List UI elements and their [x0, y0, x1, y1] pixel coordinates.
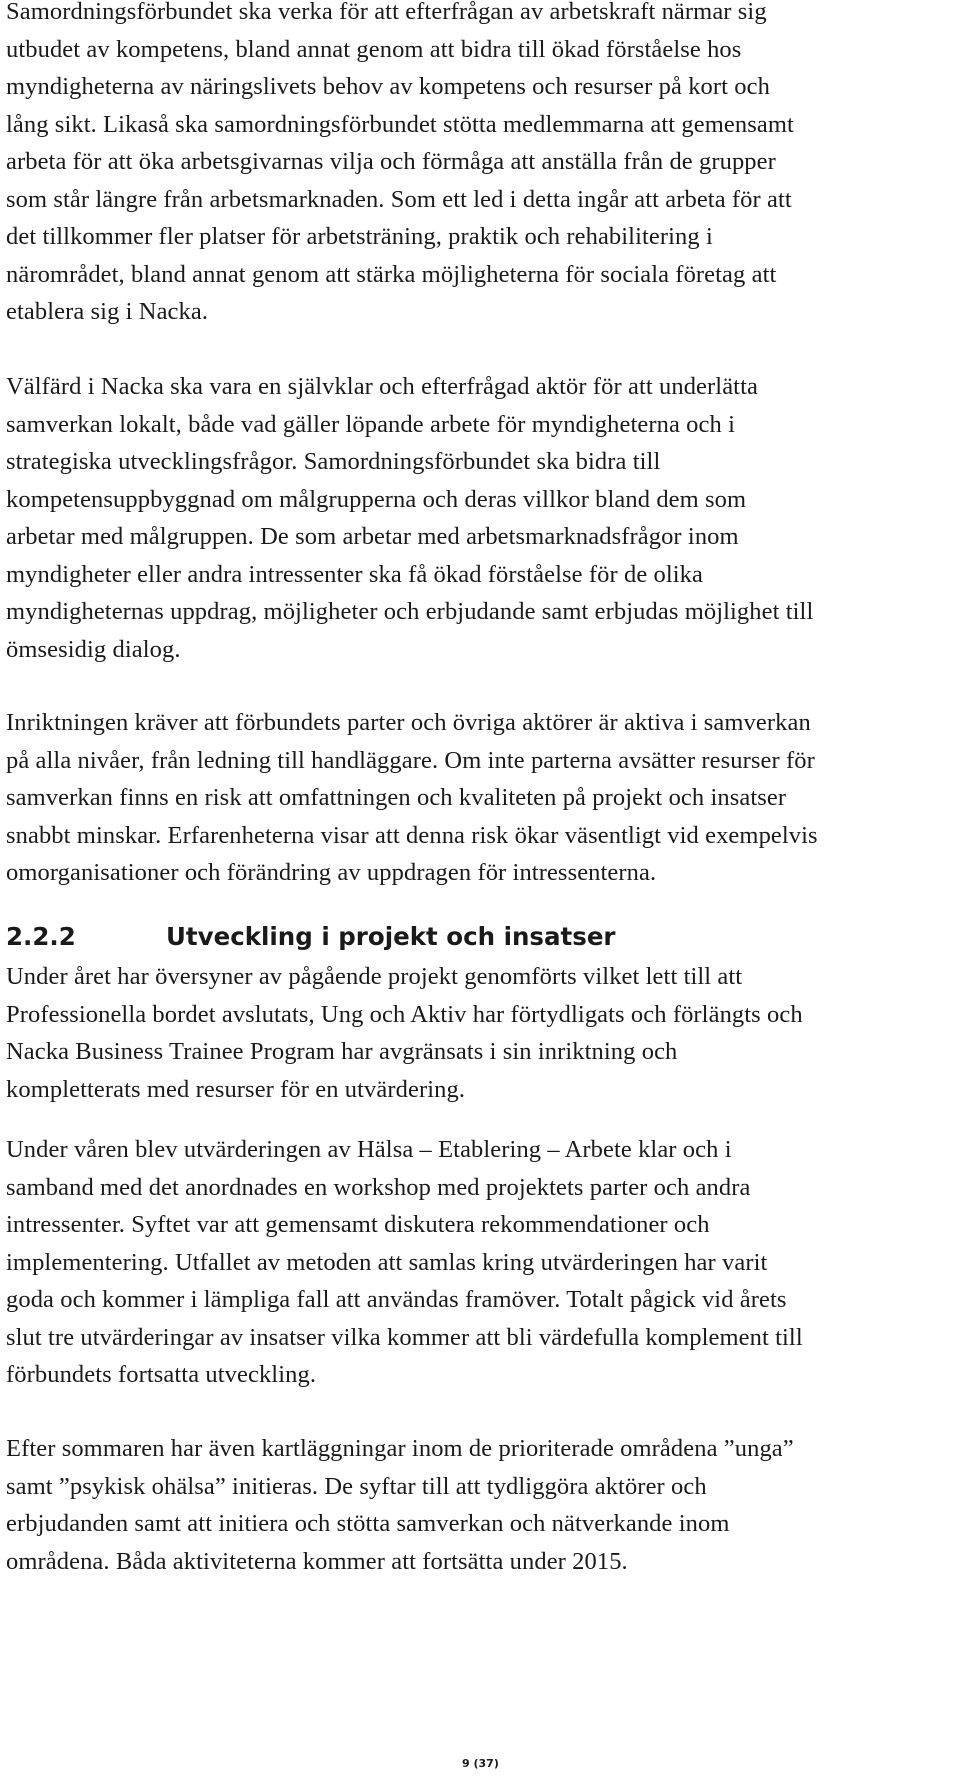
text-line: myndigheter eller andra intressenter ska få ökad förståelse för de olika	[6, 560, 704, 588]
text-line: kompetensuppbyggnad om målgrupperna och deras villkor bland dem som	[6, 485, 747, 513]
text-line: Nacka Business Trainee Program har avgränsats i sin inriktning och	[6, 1038, 678, 1065]
text-line: implementering. Utfallet av metoden att samlas kring utvärderingen har varit	[6, 1248, 768, 1276]
text-line: Professionella bordet avslutats, Ung och Aktiv har förtydligats och förlängts och	[6, 1000, 803, 1028]
text-line: kompletterats med resurser för en utvärdering.	[6, 1075, 466, 1103]
text-line: närområdet, bland annat genom att stärka möjligheterna för sociala företag att	[6, 260, 777, 288]
paragraph-project-review	[6, 958, 803, 1108]
section-number: 2.2.2	[6, 922, 76, 951]
text-line: ömsesidig dialog.	[6, 635, 181, 663]
paragraph-mapping	[6, 1430, 794, 1580]
paragraph-direction-requirements	[6, 704, 818, 892]
text-line: arbetar med målgruppen. De som arbetar med arbetsmarknadsfrågor inom	[6, 523, 739, 550]
paragraph-evaluation	[6, 1131, 803, 1394]
text-line: samverkan lokalt, både vad gäller löpande arbete för myndigheterna och i	[6, 410, 735, 438]
text-line: det tillkommer fler platser för arbetsträning, praktik och rehabilitering i	[6, 223, 713, 250]
text-line: samt ”psykisk ohälsa” initieras. De syftar till att tydliggöra aktörer och	[6, 1472, 707, 1500]
text-line: myndigheterna av näringslivets behov av kompetens och resurser på kort och	[6, 73, 770, 100]
text-line: Under våren blev utvärderingen av Hälsa – Etablering – Arbete klar och i	[6, 1136, 732, 1163]
text-line: som står längre från arbetsmarknaden. Som ett led i detta ingår att arbeta för att	[6, 185, 792, 213]
text-line: Välfärd i Nacka ska vara en självklar och efterfrågad aktör för att underlätta	[6, 373, 758, 400]
text-line: Inriktningen kräver att förbundets parter och övriga aktörer är aktiva i samverkan	[6, 709, 811, 736]
paragraph-local-collaboration	[6, 368, 813, 668]
text-line: Samordningsförbundet ska verka för att efterfrågan av arbetskraft närmar sig	[6, 0, 767, 25]
page-number: 9 (37)	[462, 1757, 499, 1770]
text-line: samverkan finns en risk att omfattningen och kvaliteten på projekt och insatser	[6, 784, 787, 811]
text-line: utbudet av kompetens, bland annat genom att bidra till ökad förståelse hos	[6, 35, 742, 63]
section-heading	[6, 922, 616, 952]
text-line: förbundets fortsatta utveckling.	[6, 1361, 317, 1388]
text-line: snabbt minskar. Erfarenheterna visar att denna risk ökar väsentligt vid exempelvis	[6, 821, 818, 849]
text-line: Efter sommaren har även kartläggningar inom de prioriterade områdena ”unga”	[6, 1435, 794, 1462]
section-title: Utveckling i projekt och insatser	[166, 922, 616, 951]
text-line: slut tre utvärderingar av insatser vilka kommer att bli värdefulla komplement till	[6, 1323, 803, 1351]
text-line: områdena. Båda aktiviteterna kommer att fortsätta under 2015.	[6, 1547, 628, 1575]
text-line: etablera sig i Nacka.	[6, 298, 209, 325]
text-line: intressenter. Syftet var att gemensamt diskutera rekommendationer och	[6, 1211, 710, 1238]
text-line: omorganisationer och förändring av uppdragen för intressenterna.	[6, 859, 657, 886]
text-line: strategiska utvecklingsfrågor. Samordningsförbundet ska bidra till	[6, 448, 661, 475]
text-line: på alla nivåer, från ledning till handläggare. Om inte parterna avsätter resurser för	[6, 746, 815, 774]
text-line: Under året har översyner av pågående projekt genomförts vilket lett till att	[6, 963, 743, 990]
text-line: samband med det anordnades en workshop med projektets parter och andra	[6, 1173, 751, 1201]
text-line: myndigheternas uppdrag, möjligheter och erbjudande samt erbjudas möjlighet till	[6, 598, 814, 625]
text-line: erbjudanden samt att initiera och stötta samverkan och nätverkande inom	[6, 1510, 730, 1537]
text-line: lång sikt. Likaså ska samordningsförbundet stötta medlemmarna att gemensamt	[6, 110, 794, 138]
paragraph-labour-supply	[6, 0, 794, 331]
text-line: arbeta för att öka arbetsgivarnas vilja och förmåga att anställa från de grupper	[6, 148, 776, 175]
text-line: goda och kommer i lämpliga fall att användas framöver. Totalt pågick vid årets	[6, 1286, 787, 1313]
